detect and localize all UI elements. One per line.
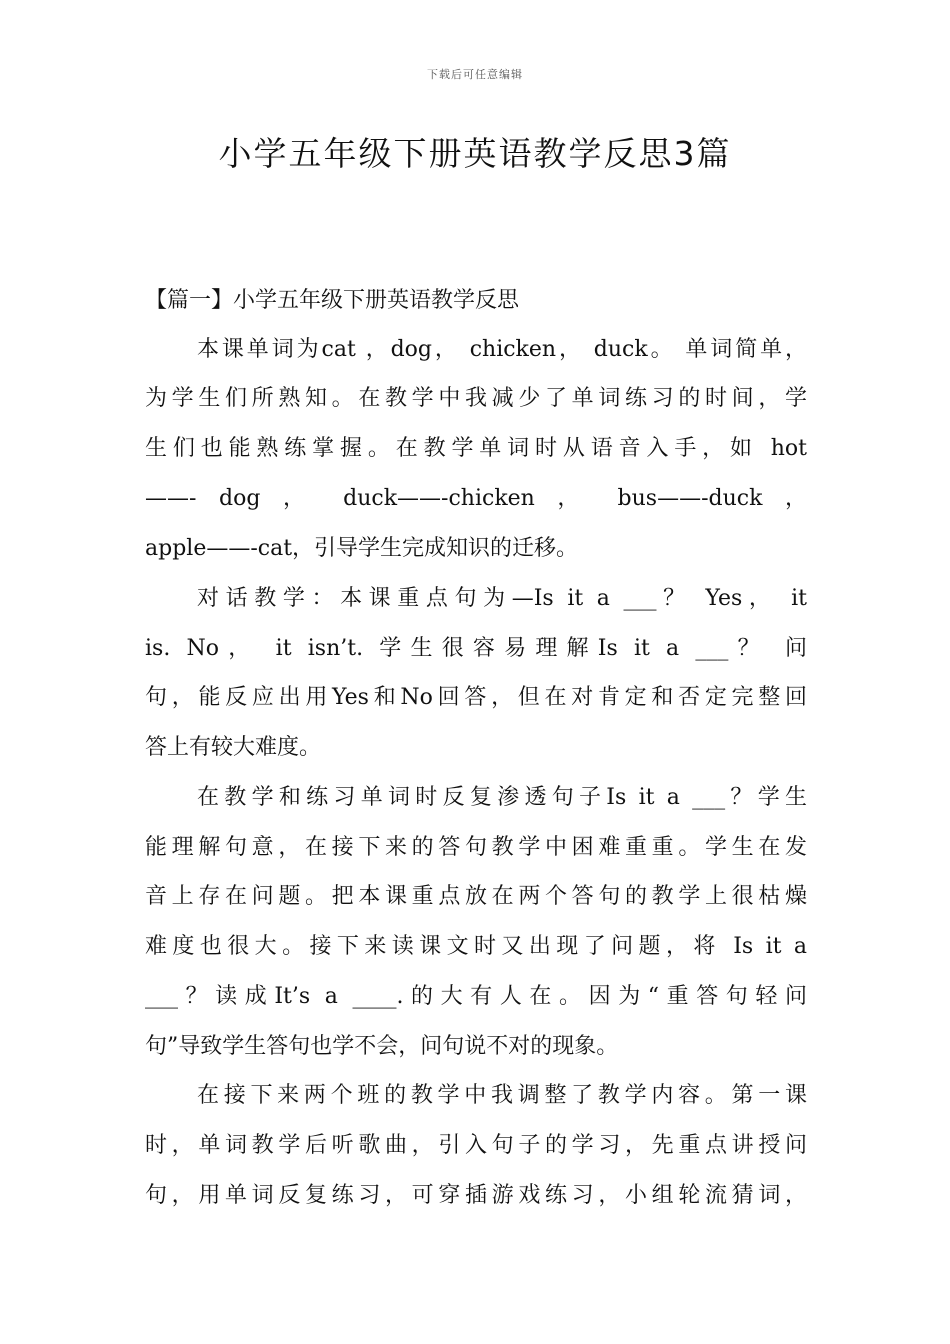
body-line: 生们也能熟练掌握。在教学单词时从语音入手，如 hot: [145, 436, 807, 461]
body-line: ___？读成It’s a ____.的大有人在。因为“重答句轻问: [145, 984, 807, 1009]
body-line: 在教学和练习单词时反复渗透句子Is it a ___？学生: [197, 785, 807, 810]
body-line: is. No， it isn’t. 学生很容易理解Is it a ___？ 问: [145, 636, 807, 661]
body-line: 为学生们所熟知。在教学中我减少了单词练习的时间，学: [145, 386, 807, 411]
body-line: 答上有较大难度。: [145, 735, 322, 760]
document-title: 小学五年级下册英语教学反思3篇: [218, 134, 732, 173]
body-line: ——- dog ， duck——-chicken ， bus——-duck ，: [145, 486, 807, 511]
body-line: apple——-cat，引导学生完成知识的迁移。: [145, 536, 579, 561]
body-line: 在接下来两个班的教学中我调整了教学内容。第一课: [197, 1083, 807, 1108]
header-note: 下载后可任意编辑: [427, 68, 523, 81]
body-line: 时，单词教学后听歌曲，引入句子的学习，先重点讲授问: [145, 1133, 807, 1158]
body-line: 能理解句意，在接下来的答句教学中困难重重。学生在发: [145, 835, 807, 860]
body-line: 本课单词为cat ，dog， chicken， duck。 单词简单，: [197, 337, 807, 362]
body-line: 句”导致学生答句也学不会，问句说不对的现象。: [145, 1034, 619, 1059]
section-heading: 【篇一】小学五年级下册英语教学反思: [145, 288, 520, 313]
body-line: 句，能反应出用Yes和No回答，但在对肯定和否定完整回: [145, 685, 807, 710]
body-line: 句，用单词反复练习，可穿插游戏练习，小组轮流猜词，: [145, 1183, 807, 1208]
body-line: 音上存在问题。把本课重点放在两个答句的教学上很枯燥: [145, 884, 807, 909]
body-line: 难度也很大。接下来读课文时又出现了问题，将 Is it a: [145, 934, 807, 959]
body-line: 对话教学：本课重点句为—Is it a ___？ Yes， it: [197, 586, 807, 611]
